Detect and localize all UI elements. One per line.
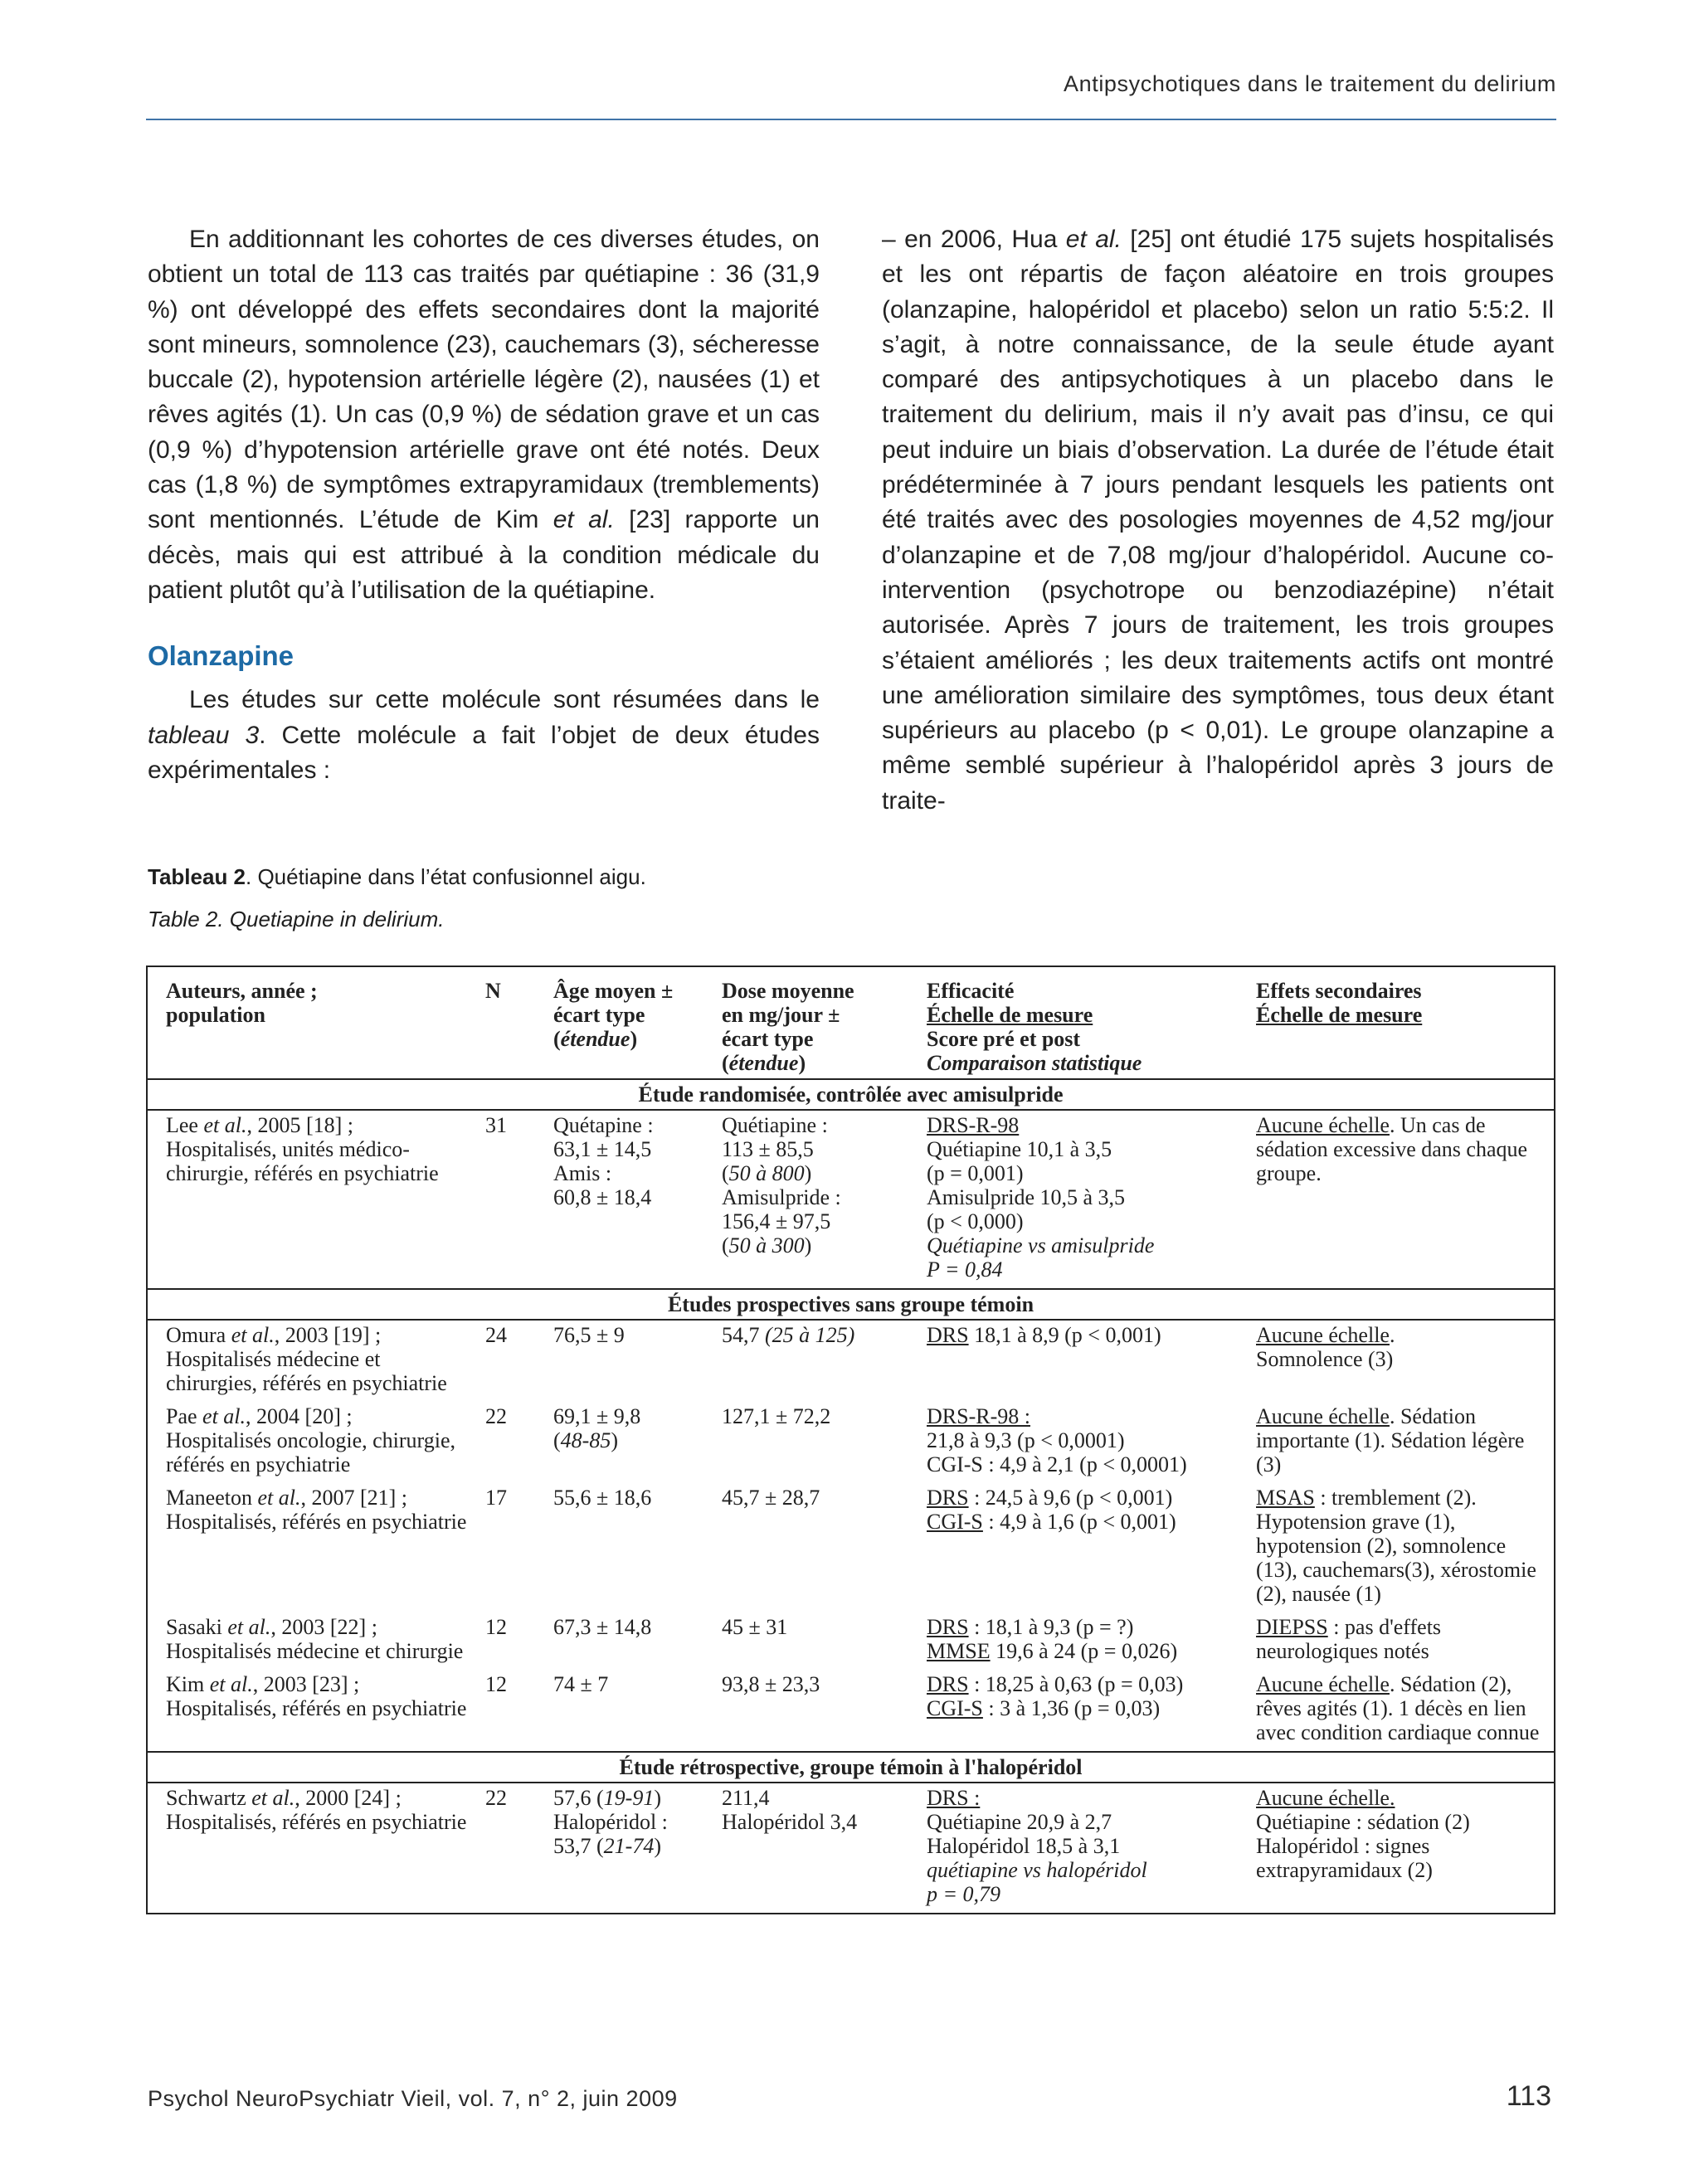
header-efficacy: Efficacité Échelle de mesure Score pré et post Comparaison statistique [908, 967, 1238, 1079]
table-row: Kim et al., 2003 [23] ; Hospitalisés, référés en psychiatrie 12 74 ± 7 93,8 ± 23,3 DRS : 18,25 à 0,63 (p = 0,03) CGI-S : 3 à 1,36 (p = 0,03) Aucune échelle. Sédation (2), rêves agités (1). 1 décès en lien avec condition cardiaque connue [166, 1672, 1540, 1744]
table-row: Maneeton et al., 2007 [21] ; Hospitalisés, référés en psychiatrie 17 55,6 ± 18,6 45,7 ± 28,7 DRS : 24,5 à 9,6 (p < 0,001) CGI-S : 4,9 à 1,6 (p < 0,001) MSAS : tremblement (2). Hypotension grave (1), hypotension (2), somnolence (13), cauchemars(3), xérostomie (2), nausée (1) [166, 1486, 1536, 1606]
page-number: 113 [1506, 2080, 1551, 2112]
running-title: Antipsychotiques dans le traitement du delirium [1064, 71, 1556, 96]
table-caption [148, 864, 646, 932]
journal-citation: Psychol NeuroPsychiatr Vieil, vol. 7, n° 2, juin 2009 [148, 2086, 678, 2111]
table-section-row: Étude rétrospective, groupe témoin à l'halopéridol [148, 1752, 1554, 1783]
left-column [148, 222, 820, 788]
paragraph: Les études sur cette molécule sont résumées dans le tableau 3. Cette molécule a fait l’objet de deux études expérimentales : [148, 686, 820, 784]
table-row: Schwartz et al., 2000 [24] ; Hospitalisés, référés en psychiatrie 22 57,6 (19-91) Halopéridol : 53,7 (21-74) 211,4 Halopéridol 3,4 DRS : Quétiapine 20,9 à 2,7 Halopéridol 18,5 à 3,1 quétiapine vs halopéridol p = 0,79 Aucune échelle. Quétiapine : sédation (2) Halopéridol : signes extrapyramidaux (2) [166, 1786, 1470, 1906]
quetiapine-table [146, 966, 1555, 1914]
table-row: Omura et al., 2003 [19] ; Hospitalisés médecine et chirurgies, référés en psychiatrie 24 76,5 ± 9 54,7 (25 à 125) DRS 18,1 à 8,9 (p < 0,001) Aucune échelle. Somnolence (3) [166, 1323, 1395, 1395]
section-heading-olanzapine: Olanzapine [148, 640, 295, 672]
table-row: Pae et al., 2004 [20] ; Hospitalisés oncologie, chirurgie, référés en psychiatrie 22 69,1 ± 9,8 (48-85) 127,1 ± 72,2 DRS-R-98 : 21,8 à 9,3 (p < 0,0001) CGI-S : 4,9 à 2,1 (p < 0,0001) Aucune échelle. Sédation importante (1). Sédation légère (3) [166, 1404, 1525, 1476]
caption-french: Tableau 2. Quétiapine dans l’état confusionnel aigu. [148, 864, 646, 889]
header-authors: Auteurs, année ; population [148, 967, 477, 1079]
table-section-row: Études prospectives sans groupe témoin [148, 1289, 1554, 1320]
header-n: N [477, 967, 535, 1079]
table-header-row [148, 967, 1554, 1079]
paragraph: En additionnant les cohortes de ces diverses études, on obtient un total de 113 cas traités par quétiapine : 36 (31,9 %) ont développé des effets secondaires dont la majorité sont mineurs, somnolence (23), cauchemars (3), sécheresse buccale (2), hypotension artérielle légère (2), nausées (1) et rêves agités (1). Un cas (0,9 %) de sédation grave et un cas (0,9 %) d’hypotension artérielle grave ont été notés. Deux cas (1,8 %) de symptômes extrapyramidaux (tremblements) sont mentionnés. L’étude de Kim et al. [23] rapporte un décès, mais qui est attribué à la condition médicale du patient plutôt qu’à l’utilisation de la quétiapine. [148, 226, 820, 604]
header-age: Âge moyen ± écart type (étendue) [535, 967, 703, 1079]
header-rule [146, 119, 1556, 120]
right-column [882, 222, 1554, 819]
table-section-row: Étude randomisée, contrôlée avec amisulpride [148, 1079, 1554, 1110]
caption-english: Table 2. Quetiapine in delirium. [148, 907, 445, 931]
header-dose: Dose moyenne en mg/jour ± écart type (étendue) [703, 967, 908, 1079]
header-side-effects: Effets secondaires Échelle de mesure [1238, 967, 1554, 1079]
paragraph: – en 2006, Hua et al. [25] ont étudié 175 sujets hospitalisés et les ont répartis de façon aléatoire en trois groupes (olanzapine, halopéridol et placebo) selon un ratio 5:5:2. Il s’agit, à notre connaissance, de la seule étude ayant comparé des antipsychotiques à un placebo dans le traitement du delirium, mais il n’y avait pas d’insu, ce qui peut induire un biais d’observation. La durée de l’étude était prédéterminée à 7 jours pendant lesquels les patients ont été traités avec des posologies moyennes de 4,52 mg/jour d’olanzapine et de 7,08 mg/jour d’halopéridol. Aucune co-intervention (psychotrope ou benzodiazépine) n’était autorisée. Après 7 jours de traitement, les trois groupes s’étaient améliorés ; les deux traitements actifs ont montré une amélioration similaire des symptômes, tous deux étant supérieurs au placebo (p < 0,01). Le groupe olanzapine a même semblé supérieur à l’halopéridol après 3 jours de traite- [882, 226, 1554, 815]
table-row: Lee et al., 2005 [18] ; Hospitalisés, unités médico-chirurgie, référés en psychiatrie 31 Quétapine : 63,1 ± 14,5 Amis : 60,8 ± 18,4 Quétiapine : 113 ± 85,5 (50 à 800) Amisulpride : 156,4 ± 97,5 (50 à 300) DRS-R-98 Quétiapine 10,1 à 3,5 (p = 0,001) Amisulpride 10,5 à 3,5 (p < 0,000) Quétiapine vs amisulpride P = 0,84 Aucune échelle. Un cas de sédation excessive dans chaque groupe. [166, 1113, 1528, 1282]
table-row: Sasaki et al., 2003 [22] ; Hospitalisés médecine et chirurgie 12 67,3 ± 14,8 45 ± 31 DRS : 18,1 à 9,3 (p = ?) MMSE 19,6 à 24 (p = 0,026) DIEPSS : pas d'effets neurologiques notés [166, 1615, 1442, 1663]
